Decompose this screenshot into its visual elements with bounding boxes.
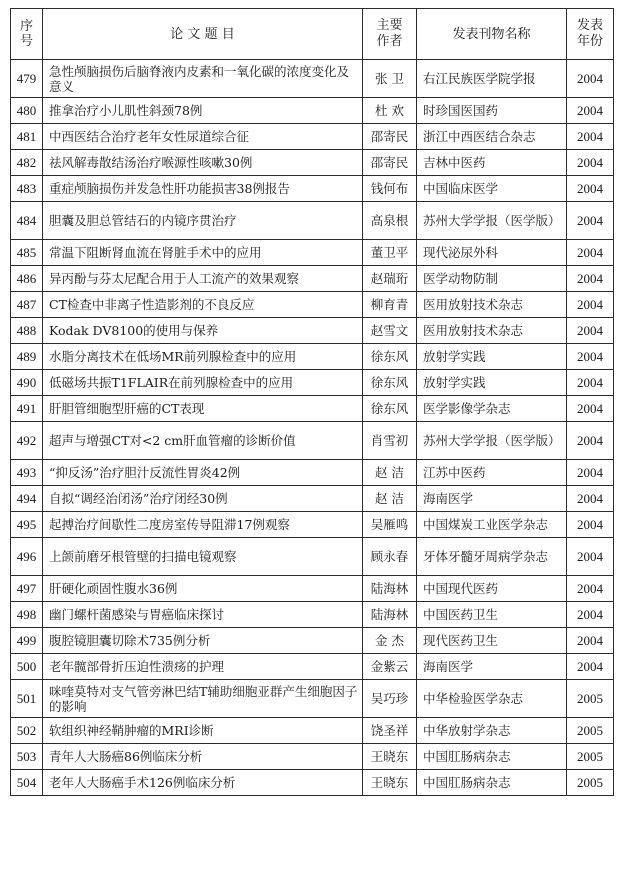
cell-year: 2004	[567, 512, 614, 538]
cell-no: 501	[11, 680, 43, 718]
table-row	[11, 124, 614, 150]
table-row	[11, 202, 614, 240]
cell-journal: 海南医学	[417, 654, 567, 680]
table-row	[11, 680, 614, 718]
cell-no: 496	[11, 538, 43, 576]
cell-journal: 现代医药卫生	[417, 628, 567, 654]
cell-no: 488	[11, 318, 43, 344]
cell-year: 2004	[567, 240, 614, 266]
cell-title: 肝硬化顽固性腹水36例	[43, 576, 363, 602]
cell-journal: 中华放射学杂志	[417, 718, 567, 744]
cell-year: 2004	[567, 124, 614, 150]
cell-journal: 吉林中医药	[417, 150, 567, 176]
cell-year: 2004	[567, 486, 614, 512]
table-row	[11, 318, 614, 344]
cell-no: 495	[11, 512, 43, 538]
cell-title: 肝胆管细胞型肝癌的CT表现	[43, 396, 363, 422]
cell-journal: 江苏中医药	[417, 460, 567, 486]
cell-no: 497	[11, 576, 43, 602]
cell-journal: 中国现代医药	[417, 576, 567, 602]
cell-journal: 放射学实践	[417, 344, 567, 370]
cell-no: 486	[11, 266, 43, 292]
cell-journal: 中国临床医学	[417, 176, 567, 202]
cell-title: 青年人大肠癌86例临床分析	[43, 744, 363, 770]
cell-title: 常温下阻断肾血流在肾脏手术中的应用	[43, 240, 363, 266]
cell-year: 2004	[567, 292, 614, 318]
cell-year: 2004	[567, 654, 614, 680]
cell-title: 腹腔镜胆囊切除术735例分析	[43, 628, 363, 654]
cell-no: 504	[11, 770, 43, 796]
header-author: 主要 作者	[363, 9, 417, 60]
cell-no: 489	[11, 344, 43, 370]
cell-no: 500	[11, 654, 43, 680]
cell-title: 幽门螺杆菌感染与胃癌临床探讨	[43, 602, 363, 628]
cell-journal: 放射学实践	[417, 370, 567, 396]
cell-year: 2005	[567, 744, 614, 770]
cell-year: 2005	[567, 770, 614, 796]
cell-journal: 牙体牙髓牙周病学杂志	[417, 538, 567, 576]
cell-no: 502	[11, 718, 43, 744]
cell-title: 超声与增强CT对<2 cm肝血管瘤的诊断价值	[43, 422, 363, 460]
cell-title: 异丙酚与芬太尼配合用于人工流产的效果观察	[43, 266, 363, 292]
header-year: 发表 年份	[567, 9, 614, 60]
table-row	[11, 176, 614, 202]
header-title: 论 文 题 目	[43, 9, 363, 60]
cell-journal: 医用放射技术杂志	[417, 318, 567, 344]
cell-year: 2004	[567, 318, 614, 344]
cell-year: 2004	[567, 176, 614, 202]
cell-year: 2004	[567, 538, 614, 576]
cell-journal: 浙江中西医结合杂志	[417, 124, 567, 150]
cell-author: 肖雪初	[363, 422, 417, 460]
table-row	[11, 512, 614, 538]
cell-year: 2004	[567, 370, 614, 396]
cell-no: 483	[11, 176, 43, 202]
table-row	[11, 576, 614, 602]
cell-journal: 医用放射技术杂志	[417, 292, 567, 318]
cell-title: 水脂分离技术在低场MR前列腺检查中的应用	[43, 344, 363, 370]
cell-no: 491	[11, 396, 43, 422]
cell-no: 503	[11, 744, 43, 770]
cell-author: 徐东风	[363, 396, 417, 422]
cell-title: 推拿治疗小儿肌性斜颈78例	[43, 98, 363, 124]
table-row	[11, 744, 614, 770]
cell-author: 董卫平	[363, 240, 417, 266]
cell-author: 金紫云	[363, 654, 417, 680]
cell-title: 老年人大肠癌手术126例临床分析	[43, 770, 363, 796]
cell-title: Kodak DV8100的使用与保养	[43, 318, 363, 344]
cell-title: 老年髋部骨折压迫性溃疡的护理	[43, 654, 363, 680]
cell-title: 低磁场共振T1FLAIR在前列腺检查中的应用	[43, 370, 363, 396]
cell-title: 重症颅脑损伤并发急性肝功能损害38例报告	[43, 176, 363, 202]
cell-title: 咪喹莫特对支气管旁淋巴结T辅助细胞亚群产生细胞因子的影响	[43, 680, 363, 718]
cell-no: 493	[11, 460, 43, 486]
cell-author: 金 杰	[363, 628, 417, 654]
cell-journal: 中国医药卫生	[417, 602, 567, 628]
cell-author: 赵 洁	[363, 486, 417, 512]
cell-no: 499	[11, 628, 43, 654]
cell-author: 陆海林	[363, 602, 417, 628]
cell-author: 赵瑞珩	[363, 266, 417, 292]
cell-journal: 中华检验医学杂志	[417, 680, 567, 718]
table-row	[11, 770, 614, 796]
header-row	[11, 9, 614, 60]
cell-year: 2004	[567, 202, 614, 240]
header-journal: 发表刊物名称	[417, 9, 567, 60]
cell-journal: 中国肛肠病杂志	[417, 744, 567, 770]
cell-author: 吴巧珍	[363, 680, 417, 718]
cell-author: 赵 洁	[363, 460, 417, 486]
cell-no: 490	[11, 370, 43, 396]
cell-no: 479	[11, 60, 43, 98]
table-row	[11, 266, 614, 292]
table-row	[11, 344, 614, 370]
cell-author: 吴雁鸣	[363, 512, 417, 538]
cell-title: 中西医结合治疗老年女性尿道综合征	[43, 124, 363, 150]
cell-journal: 中国肛肠病杂志	[417, 770, 567, 796]
cell-title: 自拟“调经治闭汤”治疗闭经30例	[43, 486, 363, 512]
cell-year: 2004	[567, 344, 614, 370]
table-row	[11, 240, 614, 266]
cell-journal: 海南医学	[417, 486, 567, 512]
cell-author: 王晓东	[363, 770, 417, 796]
cell-author: 顾永春	[363, 538, 417, 576]
cell-no: 487	[11, 292, 43, 318]
cell-year: 2004	[567, 266, 614, 292]
cell-year: 2004	[567, 460, 614, 486]
cell-author: 邵寄民	[363, 150, 417, 176]
cell-no: 492	[11, 422, 43, 460]
cell-title: CT检查中非离子性造影剂的不良反应	[43, 292, 363, 318]
cell-author: 赵雪文	[363, 318, 417, 344]
cell-journal: 医学动物防制	[417, 266, 567, 292]
table-row	[11, 628, 614, 654]
table-row	[11, 98, 614, 124]
table-row	[11, 422, 614, 460]
cell-no: 494	[11, 486, 43, 512]
table-row	[11, 60, 614, 98]
cell-author: 饶圣祥	[363, 718, 417, 744]
cell-no: 480	[11, 98, 43, 124]
table-row	[11, 370, 614, 396]
table-row	[11, 602, 614, 628]
cell-author: 王晓东	[363, 744, 417, 770]
table-row	[11, 654, 614, 680]
cell-no: 485	[11, 240, 43, 266]
table-row	[11, 150, 614, 176]
cell-year: 2004	[567, 422, 614, 460]
cell-author: 陆海林	[363, 576, 417, 602]
cell-author: 邵寄民	[363, 124, 417, 150]
paper-list-table	[10, 8, 614, 796]
cell-no: 481	[11, 124, 43, 150]
cell-year: 2004	[567, 98, 614, 124]
header-no: 序号	[11, 9, 43, 60]
cell-year: 2004	[567, 628, 614, 654]
cell-title: “抑反汤”治疗胆汁反流性胃炎42例	[43, 460, 363, 486]
cell-author: 钱何布	[363, 176, 417, 202]
cell-title: 起搏治疗间歇性二度房室传导阻滞17例观察	[43, 512, 363, 538]
table-row	[11, 718, 614, 744]
cell-journal: 中国煤炭工业医学杂志	[417, 512, 567, 538]
cell-journal: 苏州大学学报（医学版）	[417, 422, 567, 460]
cell-author: 张 卫	[363, 60, 417, 98]
table-row	[11, 538, 614, 576]
cell-journal: 右江民族医学院学报	[417, 60, 567, 98]
cell-year: 2004	[567, 602, 614, 628]
table-row	[11, 486, 614, 512]
cell-author: 徐东风	[363, 370, 417, 396]
cell-year: 2004	[567, 396, 614, 422]
cell-title: 急性颅脑损伤后脑脊液内皮素和一氧化碳的浓度变化及意义	[43, 60, 363, 98]
cell-title: 软组织神经鞘肿瘤的MRI诊断	[43, 718, 363, 744]
cell-author: 杜 欢	[363, 98, 417, 124]
cell-title: 上颌前磨牙根管壁的扫描电镜观察	[43, 538, 363, 576]
cell-no: 484	[11, 202, 43, 240]
cell-title: 祛风解毒散结汤治疗喉源性咳嗽30例	[43, 150, 363, 176]
table-row	[11, 396, 614, 422]
cell-journal: 现代泌尿外科	[417, 240, 567, 266]
cell-year: 2004	[567, 576, 614, 602]
cell-no: 482	[11, 150, 43, 176]
cell-year: 2004	[567, 60, 614, 98]
cell-journal: 苏州大学学报（医学版）	[417, 202, 567, 240]
table-row	[11, 460, 614, 486]
cell-author: 徐东风	[363, 344, 417, 370]
cell-title: 胆囊及胆总管结石的内镜序贯治疗	[43, 202, 363, 240]
cell-journal: 时珍国医国药	[417, 98, 567, 124]
cell-year: 2005	[567, 718, 614, 744]
cell-author: 柳育青	[363, 292, 417, 318]
cell-year: 2005	[567, 680, 614, 718]
cell-journal: 医学影像学杂志	[417, 396, 567, 422]
cell-author: 高泉根	[363, 202, 417, 240]
cell-year: 2004	[567, 150, 614, 176]
table-row	[11, 292, 614, 318]
cell-no: 498	[11, 602, 43, 628]
